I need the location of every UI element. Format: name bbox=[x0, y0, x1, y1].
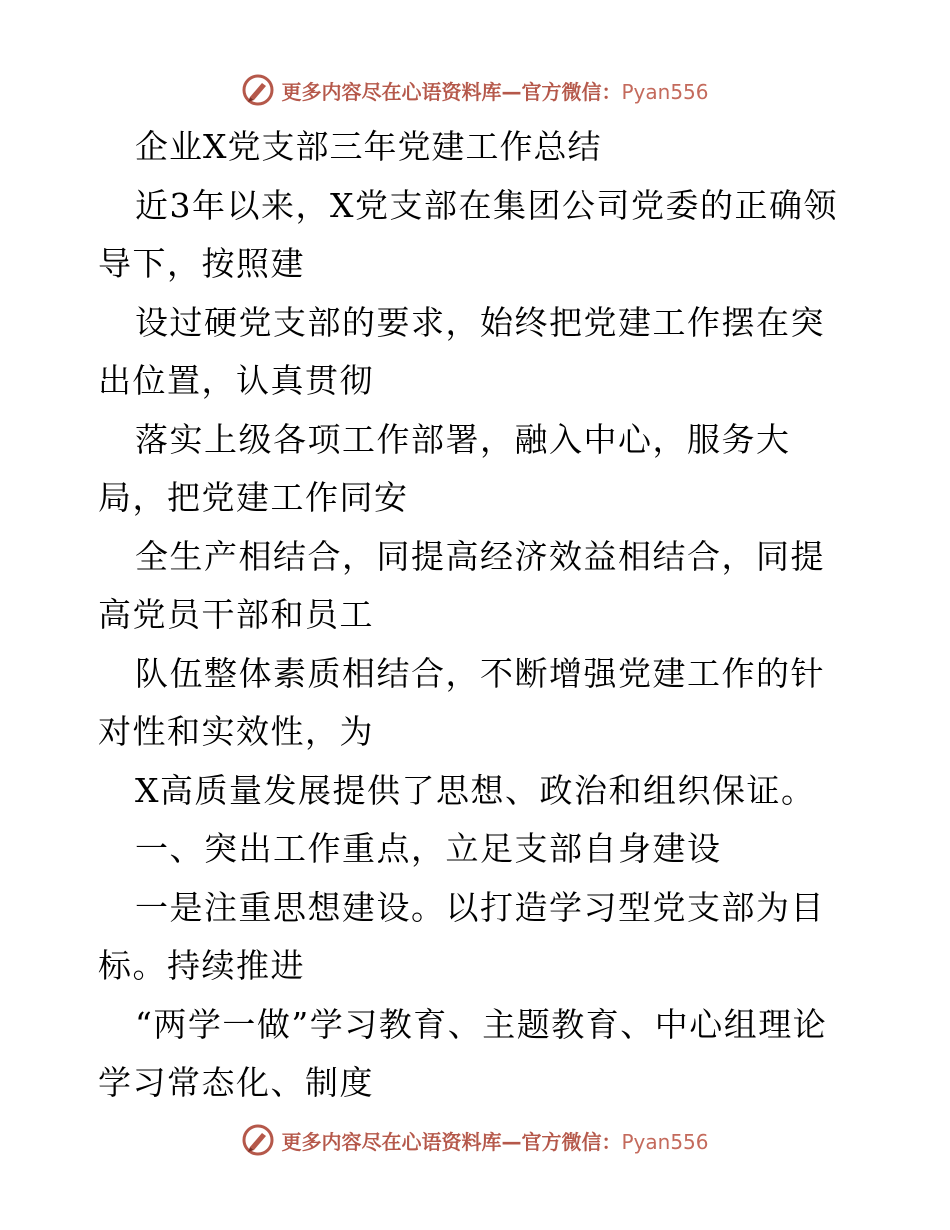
paragraph: 落实上级各项工作部署，融入中心，服务大局，把党建工作同安 bbox=[98, 419, 791, 517]
paragraph: “两学一做”学习教育、主题教育、中心组理论学习常态化、制度 bbox=[98, 1004, 828, 1102]
section-heading: 一、突出工作重点，立足支部自身建设 bbox=[135, 829, 722, 868]
paragraph: 队伍整体素质相结合，不断增强党建工作的针对性和实效性，为 bbox=[98, 653, 825, 751]
watermark-text: 更多内容尽在心语资料库—官方微信：Pyan556 bbox=[281, 79, 709, 104]
paragraph: 设过硬党支部的要求，始终把党建工作摆在突出位置，认真贯彻 bbox=[98, 302, 825, 400]
pen-circle-logo-icon bbox=[241, 73, 275, 107]
paragraph: X高质量发展提供了思想、政治和组织保证。 bbox=[135, 770, 816, 810]
document-body bbox=[98, 118, 858, 1113]
header-watermark bbox=[0, 70, 950, 110]
document-title: 企业X党支部三年党建工作总结 bbox=[135, 127, 602, 166]
paragraph: 一是注重思想建设。以打造学习型党支部为目标。持续推进 bbox=[98, 887, 825, 985]
pen-circle-logo-icon bbox=[241, 1123, 275, 1157]
paragraph: 近3年以来，X党支部在集团公司党委的正确领导下，按照建 bbox=[98, 185, 838, 283]
paragraph: 全生产相结合，同提高经济效益相结合，同提高党员干部和员工 bbox=[98, 536, 825, 634]
watermark-text: 更多内容尽在心语资料库—官方微信：Pyan556 bbox=[281, 1129, 709, 1154]
footer-watermark bbox=[0, 1120, 950, 1160]
